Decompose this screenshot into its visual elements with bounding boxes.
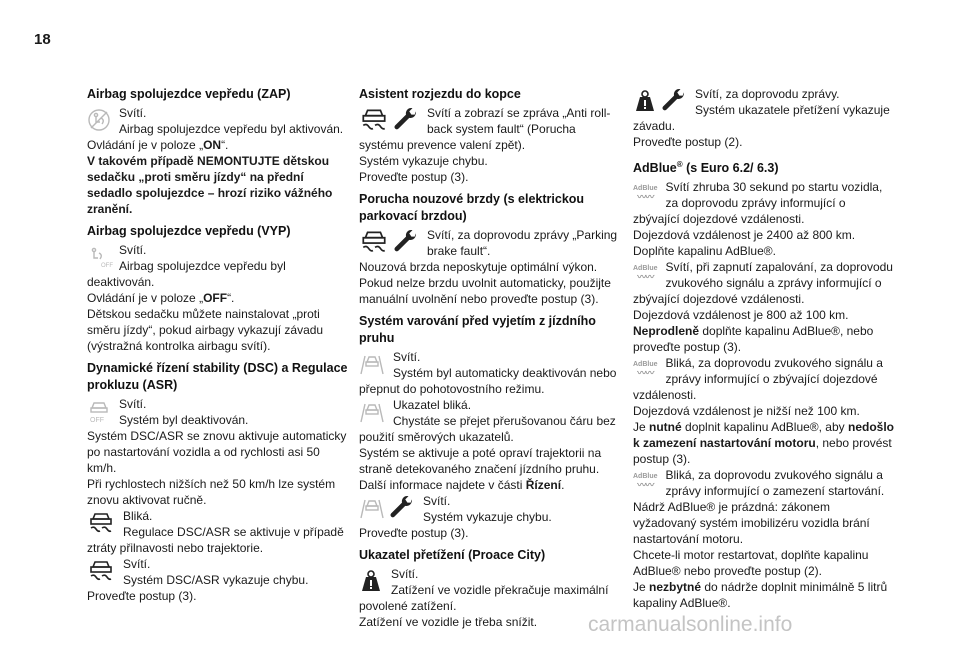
description-text: Dojezdová vzdálenost je nižší než 100 km. bbox=[633, 404, 860, 419]
adblue-icon: AdBlue 〰〰 bbox=[633, 361, 658, 379]
section-airbag-on bbox=[87, 86, 349, 217]
status-text: Svítí. bbox=[391, 567, 419, 581]
adblue-icon: AdBlue 〰〰 bbox=[633, 265, 658, 283]
description-text: Airbag spolujezdce vepředu byl aktivován. bbox=[119, 122, 344, 136]
column-3 bbox=[633, 86, 895, 617]
status-text: Svítí. bbox=[393, 350, 421, 364]
status-text: Svítí. bbox=[423, 494, 451, 508]
lane-departure-icon bbox=[359, 400, 385, 424]
lane-departure-icon bbox=[359, 352, 385, 376]
airbag-on-icon bbox=[87, 108, 111, 132]
section-adblue bbox=[633, 156, 895, 611]
section-title: Dynamické řízení stability (DSC) a Regulace prokluzu (ASR) bbox=[87, 361, 348, 392]
status-text: Svítí, při zapnutí zapalování, za doprovodu zvukového signálu a zprávy informující o zbývající dojezdové vzdálenosti. bbox=[633, 260, 893, 307]
description-text: Systém vykazuje chybu. bbox=[359, 154, 488, 168]
status-text: Svítí zhruba 30 sekund po startu vozidla, za doprovodu zprávy informující o zbývající dojezdové vzdálenosti. bbox=[633, 180, 883, 227]
description-text: Systém byl automaticky deaktivován nebo přepnut do pohotovostního režimu. bbox=[359, 366, 617, 396]
description-text: Při rychlostech nižších než 50 km/h lze systém znovu aktivovat ručně. bbox=[87, 477, 336, 507]
status-text: Ukazatel bliká. bbox=[393, 398, 472, 412]
overload-icon bbox=[633, 89, 657, 113]
procedure-text: Proveďte postup (3). bbox=[359, 170, 469, 184]
section-emergency-brake-fault bbox=[359, 191, 621, 307]
action-text: Je nutné doplnit kapalinu AdBlue®, aby nedošlo k zamezení nastartování motoru, nebo provést postup (3). bbox=[633, 420, 894, 467]
reference-text: Další informace najdete v části Řízení. bbox=[359, 478, 565, 492]
description-text: Regulace DSC/ASR se aktivuje v případě ztráty přilnavosti nebo trajektorie. bbox=[87, 525, 344, 555]
section-title: Airbag spolujezdce vepředu (ZAP) bbox=[87, 87, 291, 101]
control-position-text: Ovládání je v poloze „ON“. bbox=[87, 138, 229, 152]
note-text: Dětskou sedačku můžete nainstalovat „proti směru jízdy“, pokud airbagy vykazují závadu (výstražná kontrolka airbagu svítí). bbox=[87, 307, 324, 353]
svg-text:OFF: OFF bbox=[101, 263, 113, 269]
section-overload-fault bbox=[633, 86, 895, 150]
section-overload-indicator bbox=[359, 547, 621, 630]
description-text: Pokud nelze brzdu uvolnit automaticky, použijte manuální uvolnění nebo proveďte postup (3). bbox=[359, 276, 611, 306]
section-dsc-asr bbox=[87, 360, 349, 604]
description-text: Chystáte se přejet přerušovanou čáru bez použití směrových ukazatelů. bbox=[359, 414, 616, 444]
skid-car-icon bbox=[87, 511, 115, 535]
description-text: Nádrž AdBlue® je prázdná: zákonem vyžadovaný systém imobilizéru vozidla brání nastartování motoru. bbox=[633, 500, 870, 547]
status-text: Svítí. bbox=[119, 106, 147, 120]
column-2 bbox=[359, 86, 621, 636]
section-title: Asistent rozjezdu do kopce bbox=[359, 87, 521, 101]
section-title: AdBlue® (s Euro 6.2/ 6.3) bbox=[633, 160, 779, 176]
procedure-text: Proveďte postup (3). bbox=[359, 526, 469, 540]
adblue-icon: AdBlue 〰〰 bbox=[633, 185, 658, 203]
status-text: Svítí a zobrazí se zpráva „Anti roll-back system fault“ (Porucha systému prevence valení zpět). bbox=[359, 106, 611, 152]
column-1 bbox=[87, 86, 349, 610]
description-text: Airbag spolujezdce vepředu byl deaktivován. bbox=[87, 259, 286, 289]
skid-car-icon bbox=[359, 229, 389, 255]
description-text: Systém vykazuje chybu. bbox=[423, 510, 552, 524]
description-text: Dojezdová vzdálenost je 2400 až 800 km. bbox=[633, 228, 856, 243]
description-text: Systém ukazatele přetížení vykazuje závadu. bbox=[633, 103, 890, 133]
airbag-off-icon bbox=[87, 245, 111, 269]
skid-car-icon bbox=[87, 559, 115, 583]
section-title: Airbag spolujezdce vepředu (VYP) bbox=[87, 224, 291, 238]
status-text: Svítí. bbox=[123, 557, 151, 571]
status-text: Bliká, za doprovodu zvukového signálu a zprávy informující o zbývající dojezdové vzdálenosti. bbox=[633, 356, 883, 403]
action-text: Neprodleně doplňte kapalinu AdBlue®, nebo proveďte postup (3). bbox=[633, 324, 874, 355]
description-text: Chcete-li motor restartovat, doplňte kapalinu AdBlue® nebo proveďte postup (2). bbox=[633, 548, 869, 579]
section-airbag-off bbox=[87, 223, 349, 354]
section-title: Ukazatel přetížení (Proace City) bbox=[359, 548, 546, 562]
wrench-icon bbox=[389, 495, 415, 521]
status-text: Svítí. bbox=[119, 397, 147, 411]
wrench-icon bbox=[393, 107, 419, 133]
overload-icon bbox=[359, 569, 383, 593]
description-text: Zatížení ve vozidle překračuje maximální povolené zatížení. bbox=[359, 583, 609, 613]
status-text: Svítí, za doprovodu zprávy „Parking brake fault“. bbox=[427, 228, 618, 258]
description-text: Nouzová brzda neposkytuje optimální výkon. bbox=[359, 260, 598, 274]
lane-departure-icon bbox=[359, 496, 385, 520]
status-text: Bliká. bbox=[123, 509, 153, 523]
watermark-text: carmanualsonline.info bbox=[588, 613, 793, 636]
wrench-icon bbox=[393, 229, 419, 255]
procedure-text: Proveďte postup (2). bbox=[633, 135, 743, 149]
section-lane-departure bbox=[359, 313, 621, 541]
section-title: Porucha nouzové brzdy (s elektrickou parkovací brzdou) bbox=[359, 192, 585, 223]
skid-car-icon bbox=[359, 107, 389, 133]
status-text: Svítí. bbox=[119, 243, 147, 257]
description-text: Systém se aktivuje a poté opraví trajektorii na straně detekovaného značení jízdního pruhu. bbox=[359, 446, 602, 476]
dsc-off-icon bbox=[87, 398, 111, 424]
description-text: Systém byl deaktivován. bbox=[119, 413, 249, 427]
description-text: Systém DSC/ASR se znovu aktivuje automaticky po nastartování vozidla a od rychlosti asi 50 km/h. bbox=[87, 429, 347, 475]
status-text: Bliká, za doprovodu zvukového signálu a zprávy informující o zamezení startování. bbox=[665, 468, 885, 499]
adblue-icon: AdBlue 〰〰 bbox=[633, 473, 658, 491]
svg-text:OFF: OFF bbox=[90, 417, 104, 424]
warning-text: V takovém případě NEMONTUJTE dětskou sedačku „proti směru jízdy“ na přední sedadlo spolujezdce – hrozí riziko vážného zranění. bbox=[87, 154, 333, 216]
description-text: Zatížení ve vozidle je třeba snížit. bbox=[359, 615, 538, 629]
section-hill-start-assist bbox=[359, 86, 621, 185]
wrench-icon bbox=[661, 88, 687, 114]
description-text: Dojezdová vzdálenost je 800 až 100 km. bbox=[633, 308, 849, 323]
control-position-text: Ovládání je v poloze „OFF“. bbox=[87, 291, 235, 305]
section-title: Systém varování před vyjetím z jízdního pruhu bbox=[359, 314, 596, 345]
action-text: Je nezbytné do nádrže doplnit minimálně 5 litrů kapaliny AdBlue®. bbox=[633, 580, 888, 611]
status-text: Svítí, za doprovodu zprávy. bbox=[695, 87, 840, 101]
description-text: Systém DSC/ASR vykazuje chybu. bbox=[123, 573, 309, 587]
procedure-text: Proveďte postup (3). bbox=[87, 589, 197, 603]
action-text: Doplňte kapalinu AdBlue®. bbox=[633, 244, 776, 259]
page-number: 18 bbox=[34, 31, 51, 48]
